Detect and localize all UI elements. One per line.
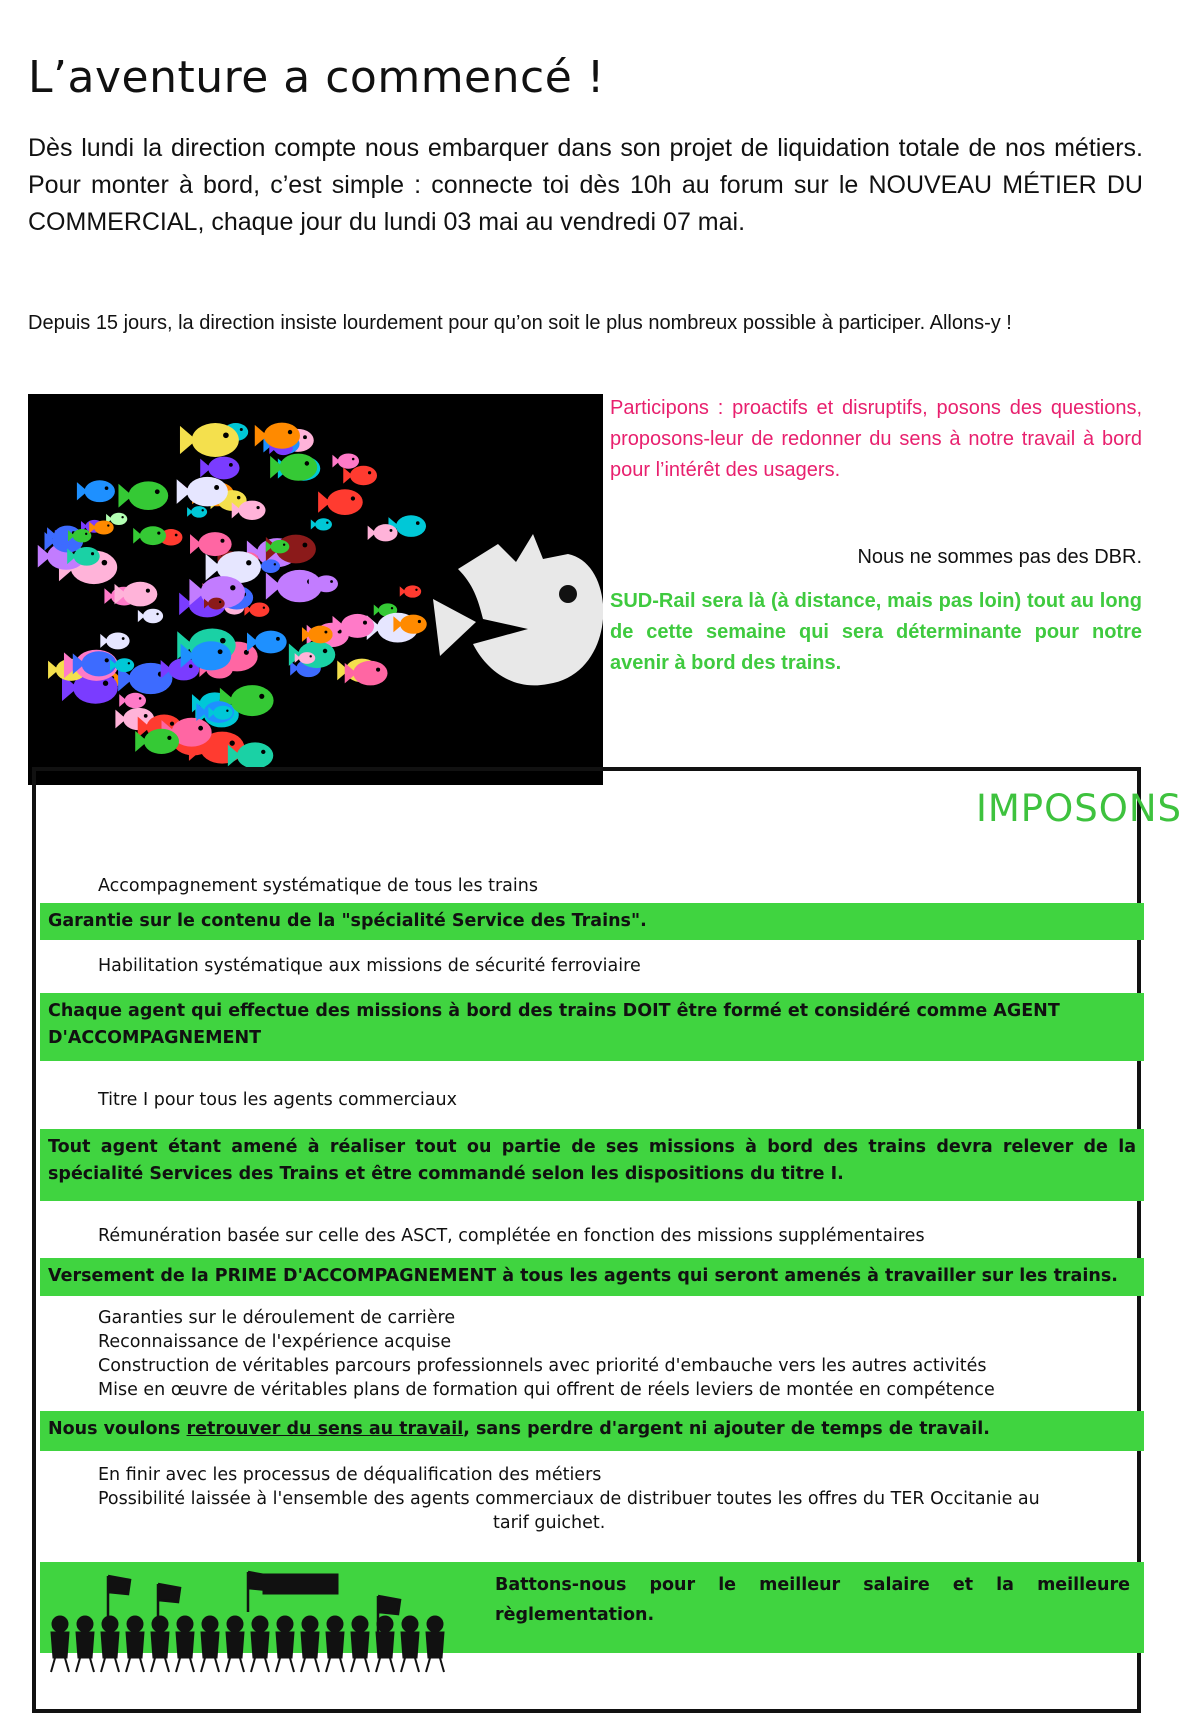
highlight-band: Versement de la PRIME D'ACCOMPAGNEMENT à tous les agents qui seront amenés à travailler sur les trains. [40, 1258, 1144, 1296]
demand-item: Rémunération basée sur celle des ASCT, complétée en fonction des missions supplémentaires [98, 1226, 925, 1246]
sud-rail-text: SUD-Rail sera là (à distance, mais pas loin) tout au long de cette semaine qui sera déterminante pour notre avenir à bord des trains. [610, 590, 1142, 674]
banner [263, 1574, 338, 1594]
small-fish [133, 526, 166, 545]
protester-figure [126, 1616, 144, 1672]
protester-figure [276, 1616, 294, 1672]
small-fish [119, 693, 146, 708]
protester-figure [301, 1616, 319, 1672]
demand-item: En finir avec les processus de déqualification des métiers [98, 1465, 602, 1485]
protester-figure [101, 1616, 119, 1672]
small-fish [302, 626, 333, 644]
small-fish [100, 632, 129, 649]
protester-figure [51, 1616, 69, 1672]
flag-sign [108, 1576, 130, 1616]
demand-item: Accompagnement systématique de tous les trains [98, 876, 538, 896]
small-fish [255, 423, 300, 449]
small-fish [270, 454, 317, 481]
demand-item-continued: tarif guichet. [493, 1513, 606, 1533]
small-fish [332, 453, 359, 468]
highlight-band [40, 1411, 1144, 1451]
big-white-fish [433, 534, 603, 685]
small-fish [187, 506, 207, 518]
protester-figure [76, 1616, 94, 1672]
participate-text: Participons : proactifs et disruptifs, posons des questions, proposons-leur de redonner du sens à notre travail à bord pour l’intérêt des usagers. [610, 397, 1142, 481]
intro-paragraph-2: Depuis 15 jours, la direction insiste lourdement pour qu’on soit le plus nombreux possible à participer. Allons-y ! [28, 312, 1012, 334]
highlight-band: Chaque agent qui effectue des missions à bord des trains DOIT être formé et considéré comme AGENT D'ACCOMPAGNEMENT [40, 993, 1144, 1061]
highlight-band: Garantie sur le contenu de la "spécialité Service des Trains". [40, 903, 1144, 940]
small-fish [118, 481, 168, 510]
small-fish [180, 423, 239, 457]
fish-illustration [28, 394, 603, 785]
small-fish [200, 457, 239, 480]
protester-figure [151, 1616, 169, 1672]
small-fish [311, 518, 332, 530]
demand-item: Habilitation systématique aux missions de sécurité ferroviaire [98, 956, 641, 976]
demand-list-item: Garanties sur le déroulement de carrière [98, 1308, 456, 1328]
protester-figure [426, 1616, 444, 1672]
imposons-title: IMPOSONS [975, 787, 1182, 830]
protester-figure [176, 1616, 194, 1672]
demand-item: Possibilité laissée à l'ensemble des agents commerciaux de distribuer toutes les offres du TER Occitanie au [98, 1489, 1040, 1509]
small-fish [177, 477, 228, 506]
small-fish [190, 532, 232, 556]
protester-figure [326, 1616, 344, 1672]
small-fish [138, 609, 163, 624]
demand-list-item: Mise en œuvre de véritables plans de formation qui offrent de réels leviers de montée en compétence [98, 1380, 995, 1400]
demand-list-item: Construction de véritables parcours professionnels avec priorité d'embauche vers les autres activités [98, 1356, 987, 1376]
page-title: L’aventure a commencé ! [28, 52, 605, 103]
intro-paragraph: Dès lundi la direction compte nous embarquer dans son projet de liquidation totale de nos métiers. Pour monter à bord, c’est simple : connecte toi dès 10h au forum sur le NOUVEAU MÉTIER DU COMMERCIAL, chaque jour du lundi 03 mai au vendredi 07 mai. [28, 134, 1143, 236]
final-call-text: Battons-nous pour le meilleur salaire et la meilleure règlementation. [495, 1575, 1130, 1625]
small-fish [400, 585, 421, 597]
band-text-end: , sans perdre d'argent ni ajouter de temps de travail. [463, 1419, 990, 1439]
protester-figure [401, 1616, 419, 1672]
small-fish [318, 489, 363, 515]
demand-item: Titre I pour tous les agents commerciaux [98, 1090, 457, 1110]
small-fish [368, 524, 398, 541]
protester-figure [351, 1616, 369, 1672]
small-fish [77, 480, 115, 502]
small-fish-school [38, 423, 427, 769]
fish-school-svg [28, 394, 603, 785]
protester-figure [226, 1616, 244, 1672]
band-text-underlined: retrouver du sens au travail [186, 1419, 464, 1439]
band-text-start: Nous voulons [48, 1419, 187, 1439]
protest-crowd-illustration [48, 1566, 478, 1676]
protester-figure [201, 1616, 219, 1672]
dbr-text: Nous ne sommes pas des DBR. [857, 546, 1142, 568]
final-band [40, 1562, 1144, 1653]
protester-figure [251, 1616, 269, 1672]
demand-list-item: Reconnaissance de l'expérience acquise [98, 1332, 452, 1352]
highlight-band: Tout agent étant amené à réaliser tout ou partie de ses missions à bord des trains devra relever de la spécialité Services des Trains et être commandé selon les dispositions du titre I. [40, 1129, 1144, 1201]
